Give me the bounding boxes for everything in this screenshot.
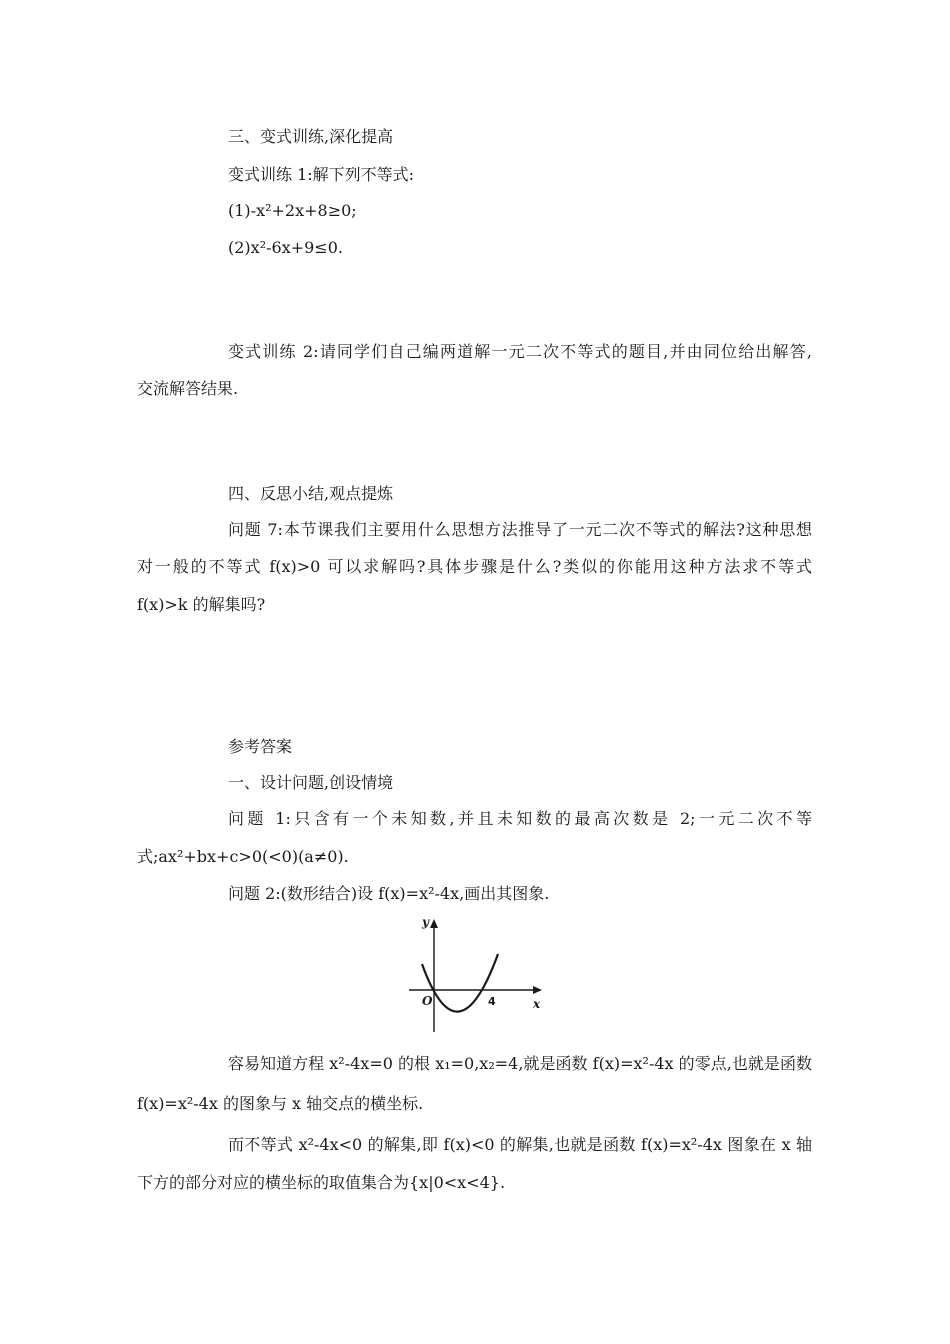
answer-2-line: 问题 2:(数形结合)设 f(x)=x²-4x,画出其图象. xyxy=(228,884,550,903)
y-axis-label: y xyxy=(422,915,429,929)
answer-1-line-2: 式;ax²+bx+c>0(<0)(a≠0). xyxy=(137,847,349,866)
question-7-line-2: 对一般的不等式 f(x)>0 可以求解吗?具体步骤是什么?类似的你能用这种方法求不等式 xyxy=(137,557,812,576)
paragraph-1-line-1: 容易知道方程 x²-4x=0 的根 x₁=0,x₂=4,就是函数 f(x)=x²-4x 的零点,也就是函数 xyxy=(228,1054,812,1073)
origin-label: O xyxy=(422,994,433,1008)
paragraph-2-line-2: 下方的部分对应的横坐标的取值集合为{x|0<x<4}. xyxy=(137,1173,506,1192)
exercise-2-line-1: 变式训练 2:请同学们自己编两道解一元二次不等式的题目,并由同位给出解答, xyxy=(228,342,812,361)
paragraph-1-line-2: f(x)=x²-4x 的图象与 x 轴交点的横坐标. xyxy=(137,1094,424,1113)
question-7-line-1: 问题 7:本节课我们主要用什么思想方法推导了一元二次不等式的解法?这种思想 xyxy=(228,520,812,539)
question-7-line-3: f(x)>k 的解集吗? xyxy=(137,595,266,614)
parabola-graph xyxy=(405,912,545,1036)
section-3-heading: 三、变式训练,深化提高 xyxy=(228,127,394,146)
root-4-label: 4 xyxy=(488,995,496,1008)
x-axis-arrow xyxy=(533,986,542,994)
answer-1-line-1: 问题 1:只含有一个未知数,并且未知数的最高次数是 2;一元二次不等 xyxy=(228,809,812,828)
y-axis-arrow xyxy=(430,919,438,928)
x-axis-label: x xyxy=(533,997,541,1011)
answers-heading: 参考答案 xyxy=(228,737,293,756)
exercise-1-title: 变式训练 1:解下列不等式: xyxy=(228,165,415,184)
paragraph-2-line-1: 而不等式 x²-4x<0 的解集,即 f(x)<0 的解集,也就是函数 f(x)=x²-4x 图象在 x 轴 xyxy=(228,1135,812,1154)
exercise-1-problem-2: (2)x²-6x+9≤0. xyxy=(228,238,343,257)
section-4-heading: 四、反思小结,观点提炼 xyxy=(228,484,394,503)
answers-subheading-1: 一、设计问题,创设情境 xyxy=(228,773,394,792)
exercise-2-line-2: 交流解答结果. xyxy=(137,379,239,398)
exercise-1-problem-1: (1)-x²+2x+8≥0; xyxy=(228,201,357,220)
